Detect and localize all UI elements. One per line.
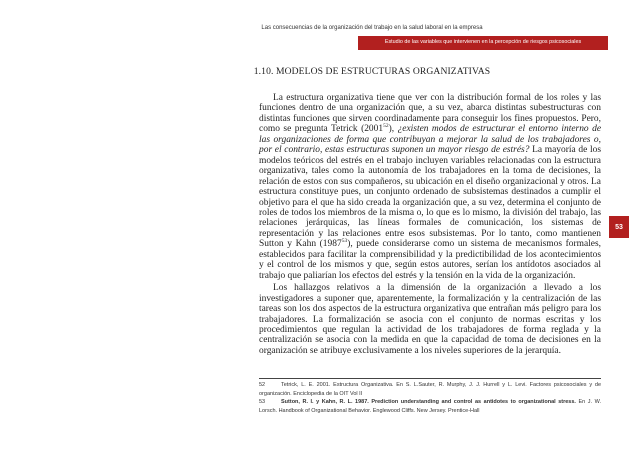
footnote-ref-53: 53: [341, 238, 348, 245]
paragraph-1-part-a: La estructura organizativa tiene que ver con la distribución formal de los roles y las funciones dentro de una organización que, a su vez, abarca distintas subestructuras con distintas funciones que sirven coordinadamente para conseguir los fines propuestos. Pero, como se pregunta Tetrick (2001: [259, 93, 601, 135]
paragraph-1: [259, 93, 601, 281]
footnote-divider: [259, 378, 601, 379]
footnote-text: En J. W. Lorsch. Handbook of Organizational Behavior. Englewood Cliffs. New Jersey. Prentice-Hall: [259, 399, 601, 414]
paragraph-2: Los hallazgos relativos a la dimensión de la organización a llevado a los investigadores a suponer que, aparentemente, la formalización y la centralización de las tareas son los dos aspectos de la estructura organizativa que entrañan más peligro para los trabajadores. La formalización se asocia con el conjunto de normas escritas y los procedimientos que regulan la actividad de los trabajadores de forma reglada y la centralización se asocia con la medida en que la capacidad de toma de decisiones en la organización se atribuye exclusivamente a los niveles superiores de la jerarquía.: [259, 283, 601, 356]
body-text: [259, 93, 601, 356]
footnote-bold: Sutton, R. I. y Kahn, R. L. 1987. Prediction understanding and control as antidotes to organizational stress.: [281, 399, 576, 405]
footnote-53: [259, 398, 601, 415]
section-band: [358, 36, 608, 50]
footnote-number: 53: [259, 399, 266, 405]
section-heading-text: 1.10. MODELOS DE ESTRUCTURAS ORGANIZATIVAS: [253, 66, 491, 77]
paragraph-1-part-c: La mayoría de los modelos teóricos del estrés en el trabajo incluyen variables relacionadas con la estructura organizativa, tales como la autonomía de los trabajadores en la toma de decisiones, la relación de estos con sus compañeros, su ubicación en el diseño organizacional y otros. La estructura constituye pues, un conjunto ordenado de subsistemas destinados a cumplir el objetivo para el que ha sido creada la organización que, a su vez, determina el conjunto de roles de todos los miembros de la misma o, lo que es lo mismo, la división del trabajo, las relaciones jerárquicas, las líneas formales de comunicación, los sistemas de representación y las relaciones entre esos subsistemas. Por lo tanto, como mantienen Sutton y Kahn (1987: [259, 145, 601, 250]
page-number: 53: [615, 223, 623, 231]
page-number-tab: [609, 216, 629, 238]
paragraph-1-quote: ¿existen modos de estructurar el entorno interno de las organizaciones de forma que contribuyan a mejorar la salud de los trabajadores o, por el contrario, estas estructuras suponen un mayor riesgo de estrés?: [259, 124, 602, 156]
footnotes: [259, 381, 601, 415]
paragraph-1-part-d: ), puede considerarse como un sistema de mecanismos formales, establecidos para facilitar la comprensibilidad y la predictibilidad de los acontecimientos y el control de los mismos y que, según estos autores, serían los antídotos asociados al trabajo que paliarían los efectos del estrés y la tensión en la vida de la organización.: [259, 239, 601, 281]
paragraph-1-part-b: ),: [388, 124, 398, 135]
running-head-text: Las consecuencias de la organización del trabajo en la salud laboral en la empresa: [261, 25, 483, 31]
footnote-number: 52: [259, 382, 266, 388]
footnote-52: [259, 381, 601, 398]
footnote-ref-52: 52: [383, 123, 389, 130]
section-band-text: Estudio de las variables que intervienen en la percepción de riesgos psicosociales: [384, 39, 582, 45]
footnote-text: Tetrick, L. E. 2001. Estructura Organizativa. En S. L.Sauter, R. Murphy, J. J. Hurrell y L. Levi. Factores psicosociales y de organización. Enciclopedia de la OIT Vol II: [259, 382, 601, 397]
